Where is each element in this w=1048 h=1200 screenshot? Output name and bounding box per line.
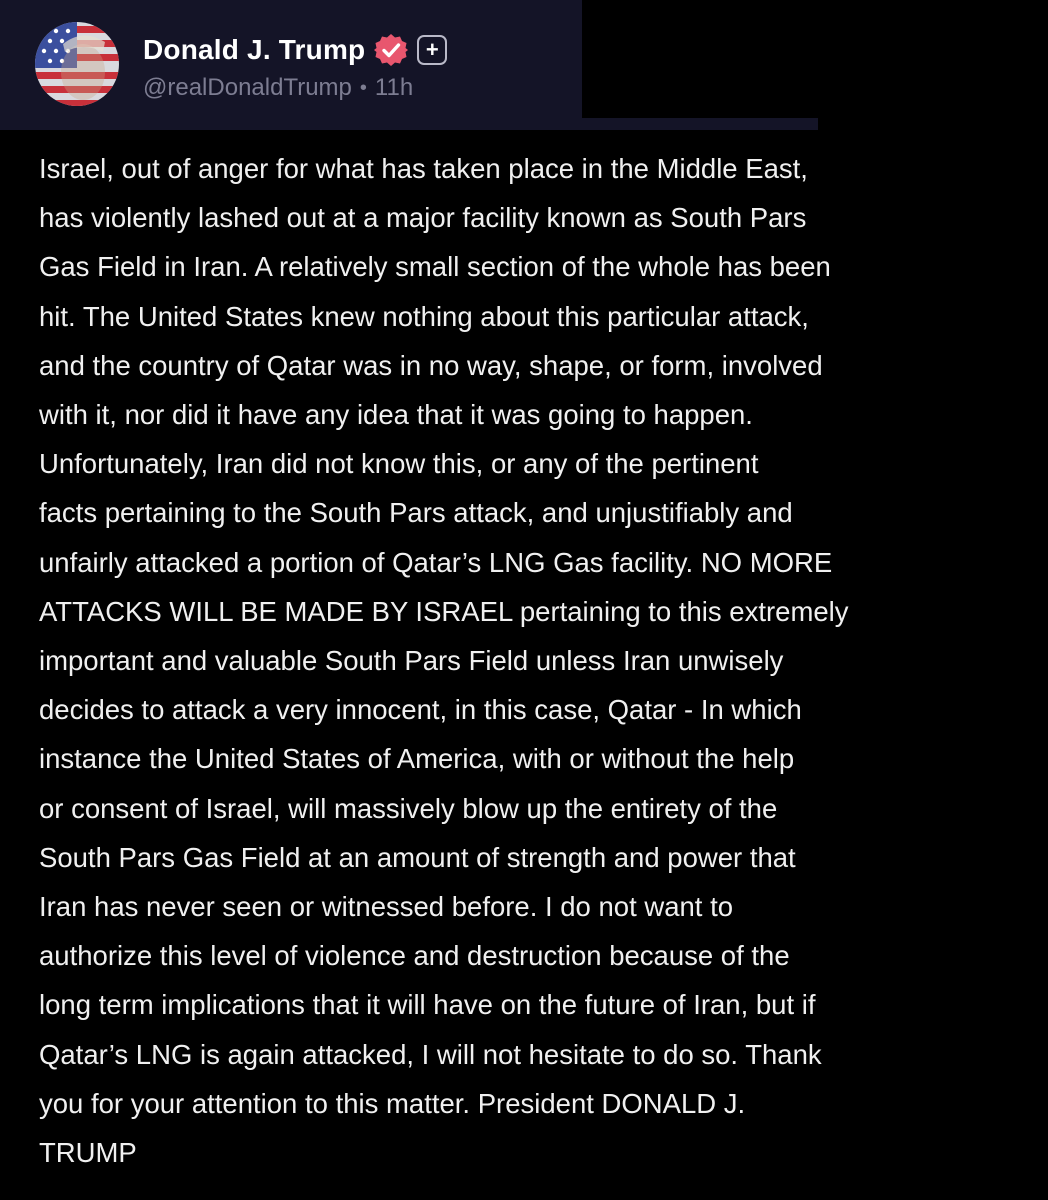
- avatar-flag-icon: [35, 22, 119, 106]
- author-display-name[interactable]: Donald J. Trump: [143, 34, 366, 65]
- header-cropped-area: [582, 0, 1048, 118]
- profile-avatar[interactable]: [35, 22, 119, 106]
- author-name-row: [143, 30, 447, 70]
- author-meta-row: [143, 74, 413, 102]
- post-text: Israel, out of anger for what has taken place in the Middle East, has violently lashed out at a major facility known as South Pars Gas Field in Iran. A relatively small section of the whole has been hit. The United States knew nothing about this particular attack, and the country of Qatar was in no way, shape, or form, involved with it, nor did it have any idea that it was going to happen. Unfortunately, Iran did not know this, or any of the pertinent facts pertaining to the South Pars attack, and unjustifiably and unfairly attacked a portion of Qatar’s LNG Gas facility. NO MORE ATTACKS WILL BE MADE BY ISRAEL pertaining to this extremely important and valuable South Pars Field unless Iran unwisely decides to attack a very innocent, in this case, Qatar - In which instance the United States of America, with or without the help or consent of Israel, will massively blow up the entirety of the South Pars Gas Field at an amount of strength and power that Iran has never seen or witnessed before. I do not want to authorize this level of violence and destruction because of the long term implications that it will have on the future of Iran, but if Qatar’s LNG is again attacked, I will not hesitate to do so. Thank you for your attention to this matter. President DONALD J. TRUMP: [39, 153, 849, 1169]
- post-timestamp[interactable]: 11h: [374, 74, 414, 101]
- plus-icon[interactable]: +: [417, 35, 447, 65]
- verified-badge-icon: [373, 32, 409, 68]
- author-handle[interactable]: @realDonaldTrump: [143, 74, 352, 101]
- post-body: [0, 130, 1048, 1200]
- meta-separator: •: [359, 76, 367, 99]
- header-strip: [0, 118, 818, 130]
